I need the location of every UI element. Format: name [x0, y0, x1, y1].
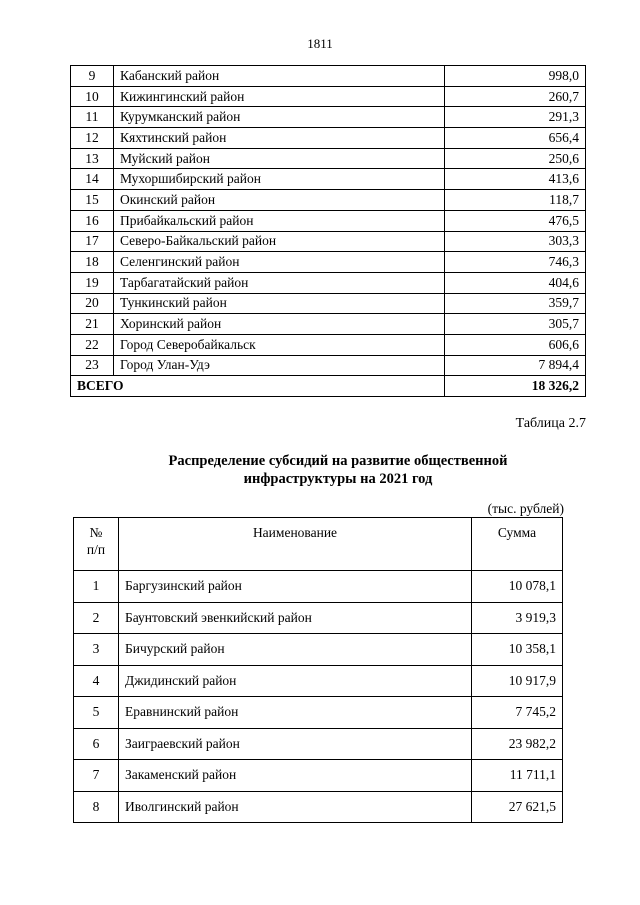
- cell-name: Мухоршибирский район: [114, 169, 445, 190]
- table-row: [71, 334, 586, 355]
- cell-sum: 998,0: [445, 66, 586, 87]
- table-row: [71, 355, 586, 376]
- cell-num: 14: [71, 169, 114, 190]
- cell-num: 23: [71, 355, 114, 376]
- cell-num: 4: [74, 665, 119, 697]
- cell-sum: 10 358,1: [472, 634, 563, 666]
- table-row: [71, 169, 586, 190]
- total-sum: 18 326,2: [445, 376, 586, 397]
- cell-name: Заиграевский район: [119, 728, 472, 760]
- cell-name: Кяхтинский район: [114, 128, 445, 149]
- cell-num: 17: [71, 231, 114, 252]
- cell-sum: 11 711,1: [472, 760, 563, 792]
- table-row: [74, 760, 563, 792]
- cell-sum: 606,6: [445, 334, 586, 355]
- cell-sum: 23 982,2: [472, 728, 563, 760]
- cell-sum: 10 917,9: [472, 665, 563, 697]
- table-row: [74, 791, 563, 823]
- cell-num: 8: [74, 791, 119, 823]
- cell-name: Джидинский район: [119, 665, 472, 697]
- cell-sum: 250,6: [445, 148, 586, 169]
- cell-name: Тарбагатайский район: [114, 272, 445, 293]
- header-num: [74, 518, 119, 571]
- cell-sum: 118,7: [445, 190, 586, 211]
- cell-sum: 10 078,1: [472, 571, 563, 603]
- cell-sum: 404,6: [445, 272, 586, 293]
- table-row: [71, 231, 586, 252]
- header-num-line-1: №: [89, 525, 103, 540]
- table-row: [71, 210, 586, 231]
- cell-num: 6: [74, 728, 119, 760]
- table-header-row: [74, 518, 563, 571]
- table-row: [71, 293, 586, 314]
- table-row: [71, 272, 586, 293]
- table-row: [71, 86, 586, 107]
- cell-num: 10: [71, 86, 114, 107]
- subsidy-table-continued: [70, 65, 586, 397]
- table-row: [71, 252, 586, 273]
- table-row: [74, 665, 563, 697]
- subsidy-table-2-7: [73, 517, 563, 823]
- cell-num: 22: [71, 334, 114, 355]
- cell-sum: 7 745,2: [472, 697, 563, 729]
- cell-name: Кабанский район: [114, 66, 445, 87]
- unit-note: (тыс. рублей): [487, 501, 564, 516]
- table-row: [71, 66, 586, 87]
- page-number: 1811: [307, 36, 333, 51]
- cell-num: 15: [71, 190, 114, 211]
- cell-num: 7: [74, 760, 119, 792]
- cell-name: Прибайкальский район: [114, 210, 445, 231]
- cell-num: 12: [71, 128, 114, 149]
- table-row: [74, 571, 563, 603]
- cell-num: 5: [74, 697, 119, 729]
- header-name: Наименование: [119, 518, 472, 571]
- table-row: [71, 128, 586, 149]
- cell-num: 21: [71, 314, 114, 335]
- cell-name: Северо-Байкальский район: [114, 231, 445, 252]
- table-caption: Таблица 2.7: [515, 416, 586, 431]
- cell-name: Баргузинский район: [119, 571, 472, 603]
- cell-sum: 260,7: [445, 86, 586, 107]
- cell-num: 16: [71, 210, 114, 231]
- cell-name: Хоринский район: [114, 314, 445, 335]
- table-row: [71, 190, 586, 211]
- cell-num: 20: [71, 293, 114, 314]
- cell-sum: 3 919,3: [472, 602, 563, 634]
- cell-name: Муйский район: [114, 148, 445, 169]
- cell-num: 2: [74, 602, 119, 634]
- table-row: [71, 107, 586, 128]
- header-num-line-2: п/п: [86, 542, 106, 557]
- cell-num: 19: [71, 272, 114, 293]
- table-row: [74, 728, 563, 760]
- cell-num: 18: [71, 252, 114, 273]
- table-title: [0, 452, 640, 488]
- table-row: [74, 697, 563, 729]
- cell-sum: 27 621,5: [472, 791, 563, 823]
- table-title-line-1: Распределение субсидий на развитие общественной: [168, 453, 508, 469]
- cell-name: Еравнинский район: [119, 697, 472, 729]
- table-row: [74, 602, 563, 634]
- cell-name: Кижингинский район: [114, 86, 445, 107]
- cell-num: 9: [71, 66, 114, 87]
- cell-name: Окинский район: [114, 190, 445, 211]
- total-label: ВСЕГО: [71, 376, 445, 397]
- cell-sum: 413,6: [445, 169, 586, 190]
- cell-name: Закаменский район: [119, 760, 472, 792]
- total-row: [71, 376, 586, 397]
- cell-name: Город Северобайкальск: [114, 334, 445, 355]
- cell-sum: 476,5: [445, 210, 586, 231]
- table-row: [71, 148, 586, 169]
- cell-sum: 303,3: [445, 231, 586, 252]
- cell-sum: 746,3: [445, 252, 586, 273]
- cell-name: Тункинский район: [114, 293, 445, 314]
- cell-name: Селенгинский район: [114, 252, 445, 273]
- cell-num: 11: [71, 107, 114, 128]
- cell-name: Курумканский район: [114, 107, 445, 128]
- cell-sum: 7 894,4: [445, 355, 586, 376]
- cell-sum: 291,3: [445, 107, 586, 128]
- table-row: [71, 314, 586, 335]
- cell-name: Баунтовский эвенкийский район: [119, 602, 472, 634]
- table-row: [74, 634, 563, 666]
- cell-name: Город Улан-Удэ: [114, 355, 445, 376]
- cell-name: Бичурский район: [119, 634, 472, 666]
- table-title-line-2: инфраструктуры на 2021 год: [243, 471, 433, 487]
- cell-name: Иволгинский район: [119, 791, 472, 823]
- cell-sum: 656,4: [445, 128, 586, 149]
- cell-sum: 305,7: [445, 314, 586, 335]
- cell-num: 3: [74, 634, 119, 666]
- cell-num: 1: [74, 571, 119, 603]
- cell-sum: 359,7: [445, 293, 586, 314]
- header-sum: Сумма: [472, 518, 563, 571]
- cell-num: 13: [71, 148, 114, 169]
